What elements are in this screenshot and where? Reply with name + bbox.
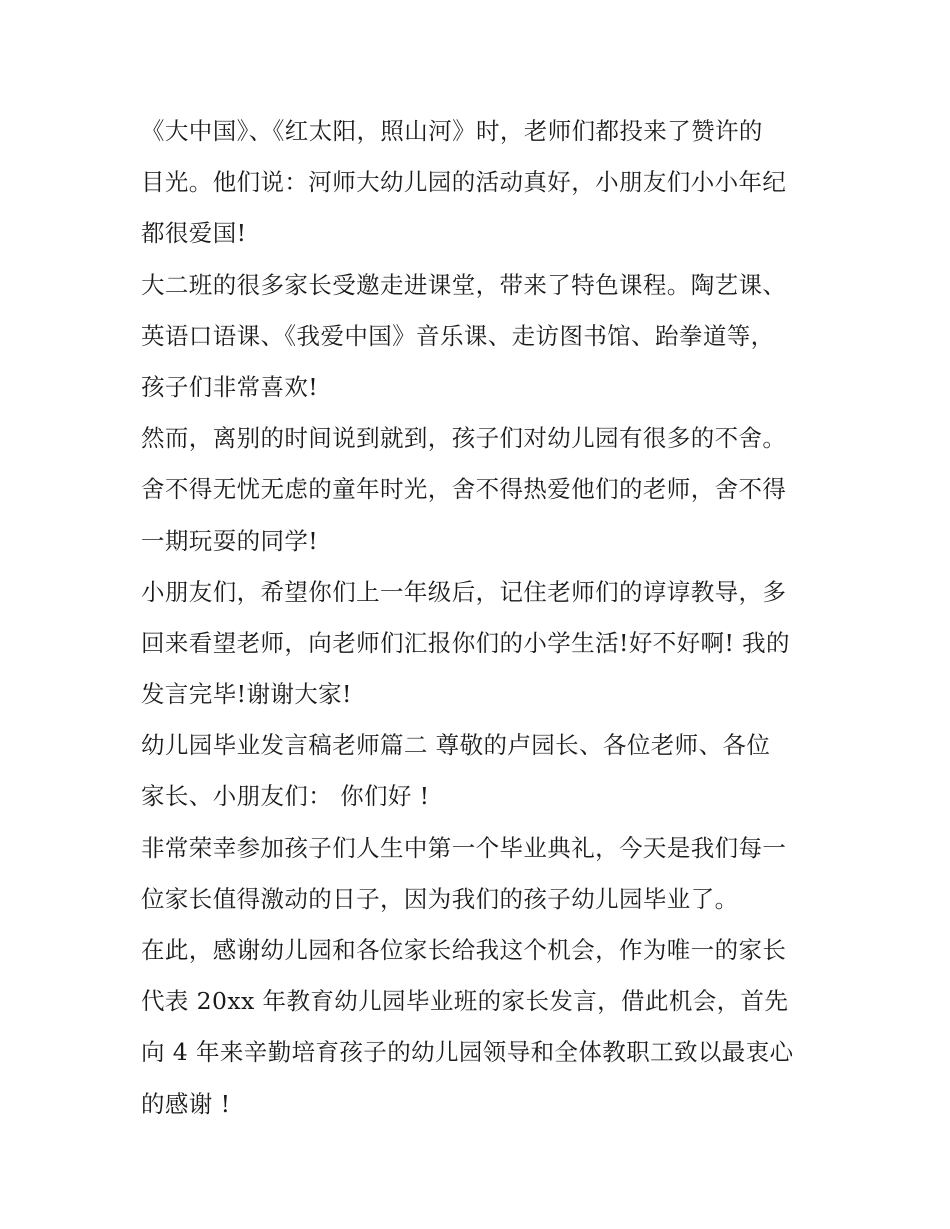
text-line: 幼儿园毕业发言稿老师篇二 尊敬的卢园长、各位老师、各位 [141, 731, 771, 760]
text-line: 都很爱国! [141, 219, 247, 248]
text-line: 位家长值得激动的日子，因为我们的孩子幼儿园毕业了。 [141, 884, 739, 913]
text-line: 家长、小朋友们： 你们好 ! [141, 782, 430, 811]
paragraph [141, 260, 821, 414]
text-line: 的感谢 ! [141, 1089, 231, 1118]
paragraph [141, 925, 821, 1130]
paragraph [141, 413, 821, 567]
text-line: 非常荣幸参加孩子们人生中第一个毕业典礼，今天是我们每一 [141, 833, 787, 862]
paragraph [141, 106, 821, 260]
paragraph [141, 720, 821, 822]
text-line: 目光。他们说：河师大幼儿园的活动真好，小朋友们小小年纪 [141, 168, 787, 197]
text-line: 舍不得无忧无虑的童年时光，舍不得热爱他们的老师，舍不得 [141, 475, 787, 504]
text-line: 一期玩耍的同学! [141, 526, 319, 555]
text-line: 大二班的很多家长受邀走进课堂，带来了特色课程。陶艺课、 [141, 270, 787, 299]
document-body [141, 106, 821, 1130]
paragraph [141, 823, 821, 925]
text-line: 《大中国》、《红太阳，照山河》时，老师们都投来了赞许的 [141, 117, 763, 145]
text-line: 孩子们非常喜欢! [141, 372, 319, 401]
text-line: 小朋友们，希望你们上一年级后，记住老师们的谆谆教导，多 [141, 577, 787, 606]
text-line: 代表 20xx 年教育幼儿园毕业班的家长发言，借此机会，首先 [141, 987, 789, 1016]
text-line: 然而，离别的时间说到就到，孩子们对幼儿园有很多的不舍。 [141, 424, 787, 453]
paragraph [141, 567, 821, 721]
text-line: 回来看望老师，向老师们汇报你们的小学生活!好不好啊! 我的 [141, 628, 790, 657]
text-line: 英语口语课、《我爱中国》音乐课、走访图书馆、跆拳道等， [141, 321, 775, 350]
text-line: 发言完毕!谢谢大家! [141, 680, 352, 709]
text-line: 在此，感谢幼儿园和各位家长给我这个机会，作为唯一的家长 [141, 936, 787, 964]
text-line: 向 4 年来辛勤培育孩子的幼儿园领导和全体教职工致以最衷心 [141, 1038, 794, 1067]
